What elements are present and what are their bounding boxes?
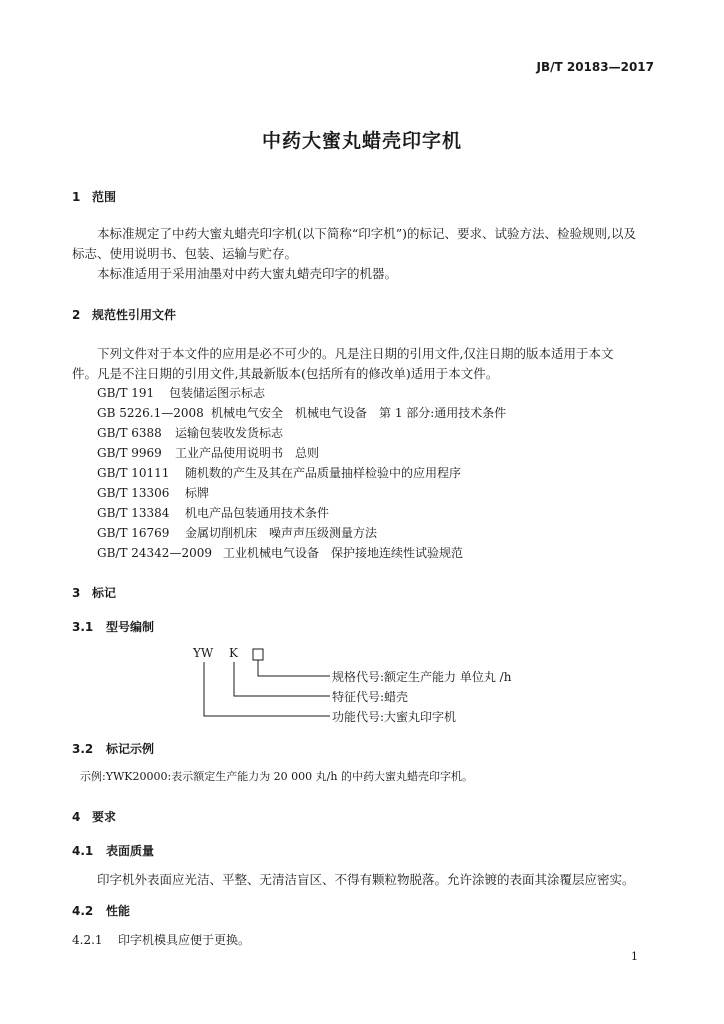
subsection-title: 型号编制 bbox=[106, 620, 155, 634]
subsection-number: 3.1 bbox=[72, 620, 94, 634]
subsection-title: 表面质量 bbox=[106, 844, 155, 858]
subsection-number: 4.1 bbox=[72, 844, 94, 858]
reference-code: GB/T 13306 bbox=[97, 486, 170, 500]
clause-4-2-1 bbox=[72, 930, 250, 950]
reference-name: 机电产品包装通用技术条件 bbox=[185, 506, 330, 520]
paragraph: 本标准规定了中药大蜜丸蜡壳印字机(以下简称“印字机”)的标记、要求、试验方法、检验规则,以及 bbox=[97, 226, 637, 241]
paragraph: 下列文件对于本文件的应用是必不可少的。凡是注日期的引用文件,仅注日期的版本适用于本文 bbox=[97, 346, 614, 361]
standard-number: JB/T 20183—2017 bbox=[536, 60, 654, 74]
reference-code: GB/T 13384 bbox=[97, 506, 170, 520]
section-number: 2 bbox=[72, 308, 81, 322]
subsection-4-2-heading bbox=[72, 902, 130, 919]
section-2-heading bbox=[72, 306, 176, 323]
reference-name: 机械电气安全 机械电气设备 第 1 部分:通用技术条件 bbox=[211, 406, 507, 420]
spec-code-label: 规格代号:额定生产能力 单位丸 /h bbox=[332, 670, 512, 684]
section-3-heading bbox=[72, 584, 116, 601]
paragraph: 标志、使用说明书、包装、运输与贮存。 bbox=[72, 246, 298, 261]
feature-leader-line bbox=[234, 662, 330, 696]
feature-code-label: 特征代号:蜡壳 bbox=[332, 690, 409, 704]
reference-code: GB/T 24342—2009 bbox=[97, 546, 212, 560]
reference-name: 工业机械电气设备 保护接地连续性试验规范 bbox=[223, 546, 464, 560]
document-title: 中药大蜜丸蜡壳印字机 bbox=[261, 130, 462, 152]
paragraph: 本标准适用于采用油墨对中药大蜜丸蜡壳印字的机器。 bbox=[97, 266, 398, 281]
reference-code: GB/T 16769 bbox=[97, 526, 170, 540]
reference-item bbox=[97, 444, 319, 461]
section-1-heading bbox=[72, 188, 116, 205]
reference-name: 标牌 bbox=[185, 486, 210, 500]
reference-name: 运输包装收发货标志 bbox=[175, 426, 284, 440]
reference-name: 金属切削机床 噪声声压级测量方法 bbox=[185, 526, 378, 540]
clause-text: 印字机模具应便于更换。 bbox=[118, 933, 251, 947]
reference-name: 包装储运图示标志 bbox=[169, 386, 266, 400]
section-number: 3 bbox=[72, 586, 81, 600]
section-number: 4 bbox=[72, 810, 81, 824]
code-yw: YW bbox=[193, 646, 214, 660]
clause-number: 4.2.1 bbox=[72, 933, 103, 947]
subsection-number: 3.2 bbox=[72, 742, 94, 756]
spec-code-box bbox=[253, 649, 263, 660]
reference-item bbox=[97, 384, 265, 401]
paragraph: 印字机外表面应光洁、平整、无清洁盲区、不得有颗粒物脱落。允许涂镀的表面其涂覆层应密实。 bbox=[97, 872, 635, 887]
spec-leader-line bbox=[258, 660, 330, 676]
marking-example: 示例:YWK20000:表示额定生产能力为 20 000 丸/h 的中药大蜜丸蜡壳印字机。 bbox=[80, 770, 473, 783]
page-number: 1 bbox=[631, 950, 638, 963]
reference-item bbox=[97, 484, 209, 501]
reference-name: 工业产品使用说明书 总则 bbox=[175, 446, 320, 460]
reference-name: 随机数的产生及其在产品质量抽样检验中的应用程序 bbox=[185, 466, 462, 480]
section-number: 1 bbox=[72, 190, 81, 204]
reference-code: GB/T 6388 bbox=[97, 426, 162, 440]
subsection-3-1-heading bbox=[72, 618, 154, 635]
reference-item bbox=[97, 424, 283, 441]
section-title: 要求 bbox=[92, 810, 117, 824]
subsection-3-2-heading bbox=[72, 740, 154, 757]
section-title: 范围 bbox=[92, 190, 117, 204]
reference-code: GB/T 9969 bbox=[97, 446, 162, 460]
section-title: 标记 bbox=[92, 586, 117, 600]
paragraph: 件。凡是不注日期的引用文件,其最新版本(包括所有的修改单)适用于本文件。 bbox=[72, 366, 499, 381]
subsection-number: 4.2 bbox=[72, 904, 94, 918]
reference-code: GB/T 191 bbox=[97, 386, 155, 400]
section-title: 规范性引用文件 bbox=[92, 308, 177, 322]
section-4-heading bbox=[72, 808, 116, 825]
subsection-4-1-heading bbox=[72, 842, 154, 859]
model-code-diagram bbox=[190, 645, 550, 725]
reference-item bbox=[97, 544, 463, 561]
reference-item bbox=[97, 404, 506, 421]
reference-code: GB 5226.1—2008 bbox=[97, 406, 204, 420]
reference-item bbox=[97, 504, 329, 521]
subsection-title: 性能 bbox=[106, 904, 131, 918]
reference-item bbox=[97, 524, 377, 541]
reference-code: GB/T 10111 bbox=[97, 466, 170, 480]
subsection-title: 标记示例 bbox=[106, 742, 155, 756]
reference-item bbox=[97, 464, 461, 481]
function-leader-line bbox=[204, 662, 330, 716]
code-k: K bbox=[229, 646, 238, 660]
function-code-label: 功能代号:大蜜丸印字机 bbox=[332, 710, 457, 724]
